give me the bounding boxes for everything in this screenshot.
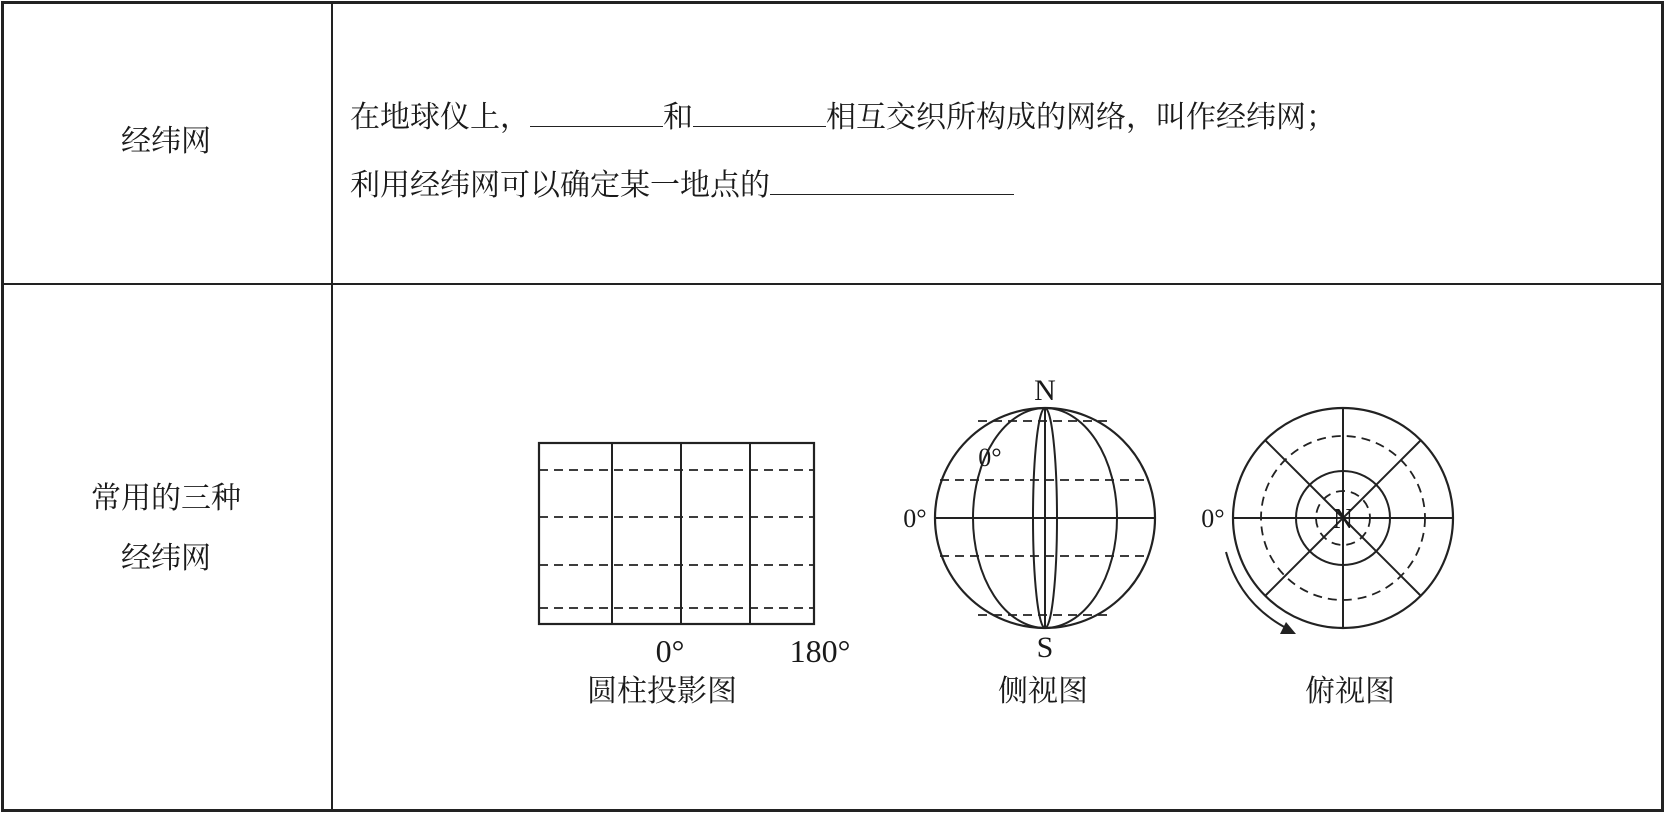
row-label-graticule: 经纬网	[121, 124, 211, 159]
label-line-2: 经纬网	[121, 541, 211, 576]
side-equator-label: 0°	[903, 504, 927, 533]
rotation-arrow	[1226, 552, 1290, 630]
definition-line-2: 利用经纬网可以确定某一地点的	[350, 160, 1014, 204]
side-view-globe	[935, 408, 1155, 628]
cylinder-caption: 圆柱投影图	[587, 674, 737, 709]
top-view-caption: 俯视图	[1305, 674, 1395, 709]
definition-line-1: 在地球仪上， 和 相互交织所构成的网络，叫作经纬网；	[350, 100, 1336, 135]
side-meridian-label: 0°	[978, 443, 1002, 472]
label-line-1: 常用的三种	[91, 481, 241, 516]
top-north-label: N	[1332, 504, 1354, 535]
side-north-label: N	[1034, 374, 1056, 407]
side-south-label: S	[1036, 631, 1054, 664]
cylinder-projection-grid	[539, 443, 814, 624]
cylinder-tick-180: 180°	[789, 633, 851, 669]
side-view-caption: 侧视图	[998, 674, 1088, 709]
cylinder-tick-0: 0°	[655, 633, 685, 669]
top-meridian-label: 0°	[1201, 504, 1225, 533]
